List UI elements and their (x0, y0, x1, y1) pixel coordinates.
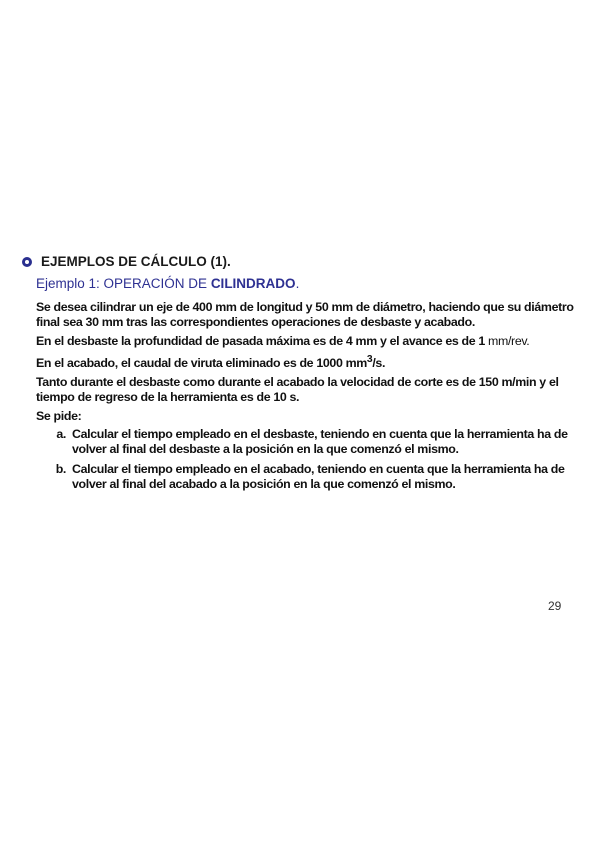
subtitle-bold: CILINDRADO (210, 276, 296, 291)
page-number: 29 (548, 599, 562, 613)
list-marker: b. (55, 461, 66, 476)
example-subtitle (36, 276, 299, 291)
paragraph-3 (36, 352, 586, 372)
section-title-text: EJEMPLOS DE CÁLCULO (1). (41, 254, 231, 269)
question-list (36, 427, 586, 493)
problem-statement (36, 300, 586, 497)
subtitle-suffix: . (295, 276, 300, 291)
paragraph-2-unit: mm/rev. (488, 333, 530, 348)
list-item (36, 427, 586, 458)
paragraph-4: Tanto durante el desbaste como durante el acabado la velocidad de corte es de 150 m/min y el tiempo de regreso de la herramienta es de 10 s. (36, 374, 559, 405)
paragraph-2-text: En el desbaste la profundidad de pasada máxima es de 4 mm y el avance es de 1 (36, 333, 489, 348)
paragraph-3-suffix: /s. (372, 356, 386, 371)
paragraph-5: Se pide: (36, 408, 82, 423)
paragraph-1: Se desea cilindrar un eje de 400 mm de longitud y 50 mm de diámetro, haciendo que su diámetro final sea 30 mm tras las correspondientes operaciones de desbaste y acabado. (36, 300, 574, 330)
section-title (22, 254, 231, 269)
list-item (36, 462, 586, 493)
list-item-text: Calcular el tiempo empleado en el acabado, teniendo en cuenta que la herramienta ha de volver al final del acabado a la posición en la que comenzó el mismo. (72, 461, 565, 492)
subtitle-prefix: Ejemplo 1: OPERACIÓN DE (36, 276, 211, 291)
paragraph-3-superscript: 3 (366, 354, 373, 366)
circle-bullet-icon (22, 257, 32, 267)
list-item-text: Calcular el tiempo empleado en el desbaste, teniendo en cuenta que la herramienta ha de volver al final del desbaste a la posición en la que comenzó el mismo. (72, 426, 568, 457)
paragraph-2 (36, 334, 586, 349)
paragraph-3-text: En el acabado, el caudal de viruta eliminado es de 1000 mm (36, 356, 367, 371)
list-marker: a. (56, 426, 66, 441)
